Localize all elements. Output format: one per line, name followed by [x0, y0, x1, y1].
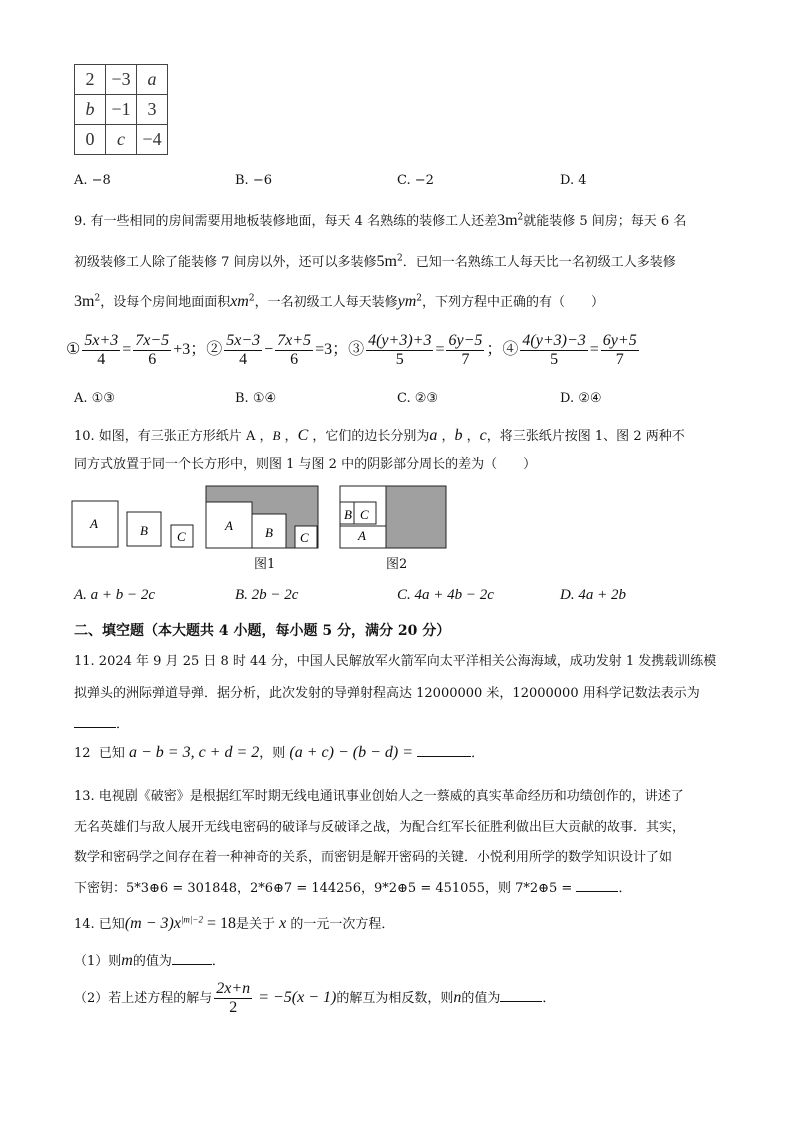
q14-equation: = −5(x − 1) [254, 989, 337, 1006]
grid-cell: 0 [75, 125, 106, 155]
label-b: B [140, 523, 148, 538]
q9-line2: 初级装修工人除了能装修 7 间房以外，还可以多装修$5m^2$．已知一名熟练工人每天比一名初级工人多装修 [74, 253, 676, 270]
q14-text: ． [542, 991, 556, 1006]
answer-blank[interactable] [417, 744, 471, 757]
q12-text: ． [471, 746, 485, 761]
q14-text: 的解互为相反数，则 [336, 991, 454, 1006]
q14-exponent: |m|−2 [180, 914, 203, 925]
label-a: A [225, 518, 233, 533]
q9-text: 初级装修工人除了能装修 7 间房以外，还可以多装修 [74, 255, 377, 270]
q13-line4 [74, 877, 632, 896]
q11-line1: 11. 2024 年 9 月 25 日 8 时 44 分，中国人民解放军火箭军向太平洋相关公海海域，成功发射 1 发携载训练模 [74, 654, 717, 669]
fig1-caption: 图1 [254, 557, 276, 572]
q9-option-b: B. ①④ [235, 391, 277, 406]
q10-text: ，它们的边长分别为 [312, 429, 430, 444]
q9-line3: $3m^2$，设每个房间地面面积$xm^2$，一名初级工人每天装修$ym^2$，下列方程中正确的有（ ） [74, 293, 605, 310]
q10-line2: 同方式放置于同一个长方形中，则图 1 与图 2 中的阴影部分周长的差为（ ） [74, 457, 537, 472]
unit: 5m [376, 253, 397, 270]
q14-text: 14. 已知 [74, 917, 125, 932]
q12-line [74, 742, 484, 762]
answer-blank[interactable] [172, 952, 212, 965]
q8-option-a: A. −8 [74, 173, 111, 188]
q14-text: 的值为 [461, 991, 501, 1006]
answer-blank[interactable] [576, 879, 618, 892]
var: x [279, 915, 287, 932]
q13-line2: 无名英雄们与敌人展开无线电密码的破译与反破译之战，为配合红军长征胜利做出巨大贡献的故事．其实， [74, 820, 686, 835]
grid-cell: a [137, 65, 168, 95]
q13-text: ． [618, 881, 632, 896]
label-a: A [358, 528, 366, 543]
q9-text: ．已知一名熟练工人每天比一名初级工人多装修 [402, 255, 676, 270]
q13-line3: 数学和密码学之间存在着一种神奇的关系，而密钥是解开密码的关键．小悦利用所学的数学知识设计了如 [74, 850, 673, 865]
q12-condition: a − b = 3, c + d = 2 [128, 744, 260, 761]
q14-text: ． [211, 954, 225, 969]
grid-cell: b [75, 95, 106, 125]
q11-line3 [74, 713, 129, 732]
q13-text: 下密钥：5*3⊕6 = 301848，2*6⊕7 = 144256，9*2⊕5 = 451055，则 7*2⊕5 = [74, 881, 573, 896]
q14-text: （2）若上述方程的解与 [74, 991, 213, 1006]
q10-option-d: D. 4a + 2b [560, 587, 626, 603]
q14-stem [74, 913, 394, 933]
label-c: C [300, 530, 309, 545]
q9-text: ，设每个房间地面面积 [100, 295, 231, 310]
q12-expression: (a + c) − (b − d) = [289, 744, 414, 761]
q11-text: ． [116, 717, 130, 732]
number-grid [74, 64, 168, 155]
grid-cell: −4 [137, 125, 168, 155]
grid-cell: 3 [137, 95, 168, 125]
q9-option-d: D. ②④ [560, 391, 602, 406]
var: ym [397, 293, 417, 310]
section-title: 二、填空题（本大题共 4 小题，每小题 5 分，满分 20 分） [74, 623, 451, 639]
q13-line1: 13. 电视剧《破密》是根据红军时期无线电通讯事业创始人之一蔡威的真实革命经历和功绩创作的，讲述了 [74, 789, 684, 804]
unit: 3m [497, 212, 518, 229]
q14-equation: (m − 3)x [124, 915, 181, 932]
q8-option-c: C. −2 [397, 173, 434, 188]
label-c: C [177, 529, 186, 544]
q10-text: ，将三张纸片按图 1、图 2 两种不 [486, 429, 685, 444]
q10-text: 10. 如图，有三张正方形纸片 [74, 429, 242, 444]
grid-cell: −3 [106, 65, 137, 95]
q14-part2 [74, 980, 555, 1017]
q9-equations: ① $\frac{5x+3}{4}$ = $\frac{7x-5}{6}$ +3；② $\frac{5x-3}{4}$ − $\frac{7x+5}{6}$ =3；③ $\frac{4(y+3)+3}{5}$ = $\frac{6y-5}{7}$ ；④ $\frac{4(y+3)-3}{5}$ = $\frac{6y+5}{7}$ [66, 332, 637, 368]
fraction: $\frac{2x+n}{2}$ [216, 980, 251, 1016]
q14-text: 是关于 [235, 917, 275, 932]
q14-text: 的值为 [132, 954, 172, 969]
var: n [453, 989, 462, 1006]
q14-text: 的一元一次方程． [290, 917, 395, 932]
label-b: B [265, 525, 273, 540]
q12-number: 12 [74, 746, 91, 761]
answer-blank[interactable] [500, 989, 542, 1002]
label-c: C [360, 507, 369, 522]
q10-line1: 10. 如图，有三张正方形纸片 A ，B ，C ，它们的边长分别为a ，b ，c，将三张纸片按图 1、图 2 两种不 [74, 427, 685, 444]
q9-text: ，下列方程中正确的有（ ） [422, 295, 605, 310]
var: xm [230, 293, 249, 310]
q9-option-a: A. ①③ [74, 391, 115, 406]
label-a: A [90, 516, 98, 531]
q9-text: 就能装修 5 间房；每天 6 名 [523, 214, 687, 229]
q12-text: 已知 [98, 746, 125, 761]
label-b: B [344, 507, 352, 522]
q9-text: ，一名初级工人每天装修 [254, 295, 398, 310]
q10-option-b: B. 2b − 2c [235, 587, 299, 603]
q9-option-c: C. ②③ [397, 391, 439, 406]
q10-option-a: A. a + b − 2c [74, 587, 156, 603]
q8-option-b: B. −6 [235, 173, 272, 188]
q11-line2: 拟弹头的洲际弹道导弹．据分析，此次发射的导弹射程高达 12000000 米，12000000 用科学记数法表示为 [74, 686, 700, 701]
q14-equation: = 18 [202, 915, 236, 932]
grid-cell: −1 [106, 95, 137, 125]
var: m [121, 952, 133, 969]
unit: 3m [74, 293, 95, 310]
grid-cell: c [106, 125, 137, 155]
q14-text: （1）则 [74, 954, 122, 969]
fig2-caption: 图2 [386, 557, 408, 572]
grid-cell: 2 [75, 65, 106, 95]
answer-blank[interactable] [74, 715, 116, 728]
q8-option-d: D. 4 [560, 173, 587, 188]
q10-option-c: C. 4a + 4b − 2c [397, 587, 494, 603]
q9-line1: 9. 有一些相同的房间需要用地板装修地面，每天 4 名熟练的装修工人还差$3m^2$就能装修 5 间房；每天 6 名 [74, 212, 687, 229]
q9-text: 9. 有一些相同的房间需要用地板装修地面，每天 4 名熟练的装修工人还差 [74, 214, 498, 229]
q12-text: ，则 [259, 746, 286, 761]
q14-part1 [74, 950, 225, 970]
